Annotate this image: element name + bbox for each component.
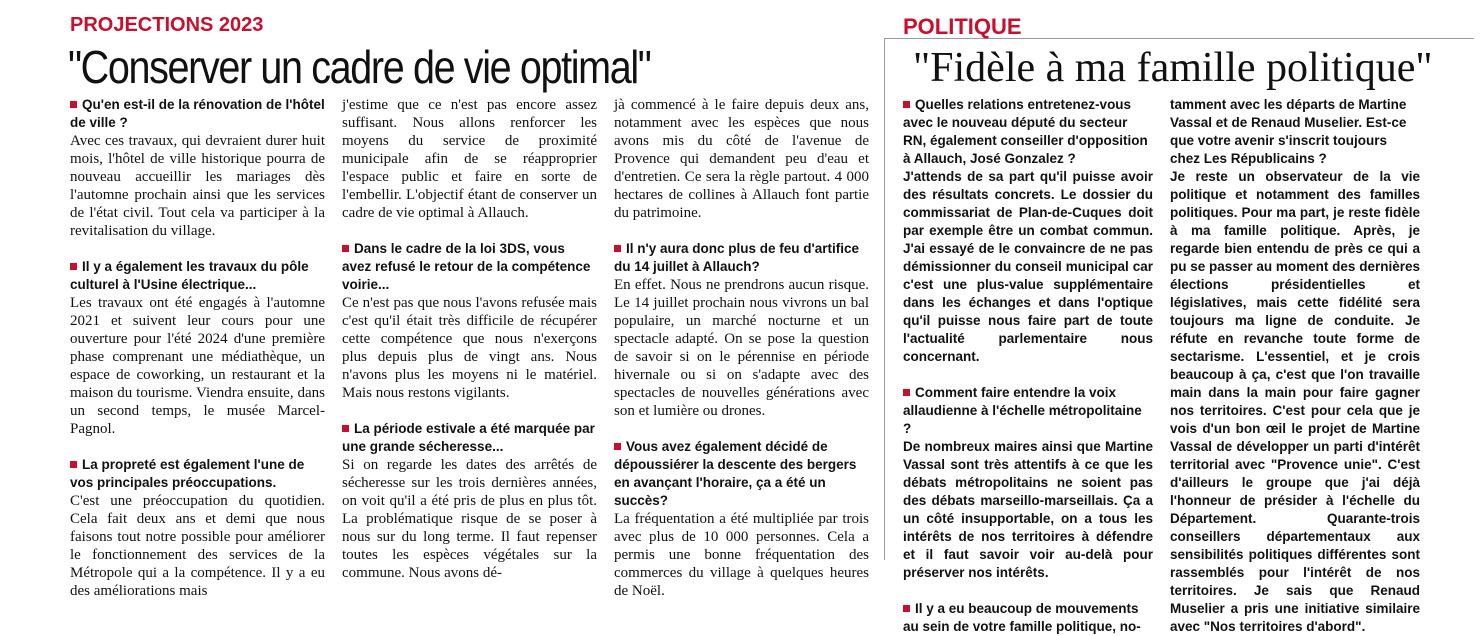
answer: Je reste un observateur de la vie politique et notamment des familles politiques. Pour ma part, je reste fidèle à ma famille politique. Après, je regarde bien entendu de près ce qui a pu se passer au moment des dernières élections présidentielles et législatives, mais cette fidélité sera toujours ma ligne de conduite. Je réfute en revanche toute forme de sectarisme. L'essentiel, et je crois beaucoup à ça, c'est que l'on travaille main dans la main pour faire gagner nos territoires. C'est pour cela que je vois d'un bon œil le projet de Martine Vassal de développer un parti d'intérêt territorial avec "Provence unie". C'est d'ailleurs le groupe que j'ai déjà l'honneur de présider à l'échelle du Département. Quarante-trois conseillers départementaux aux sensibilités politiques différentes sont rassemblés pour l'intérêt de nos territoires. Je sais que Renaud Muselier a pris une initiative similaire avec "Nos territoires d'abord".	[1170, 169, 1420, 634]
right-column-1	[903, 96, 1153, 636]
red-square-bullet-icon	[70, 101, 77, 108]
answer: La fréquentation a été multipliée par trois avec plus de 10 000 personnes. Cela a permis une bonne fréquentation des commerces du village à quelques heures de Noël.	[614, 511, 869, 599]
red-square-bullet-icon	[614, 245, 621, 252]
answer: De nombreux maires ainsi que Martine Vassal sont très attentifs à ce que les débats métropolitains ne soient pas des débats marseillo-marseillais. Ça a un côté insupportable, on a tous les intérêts de nos territoires à défendre et il faut savoir voir au-delà pour préserver nos intérêts.	[903, 439, 1153, 580]
question: Quelles relations entretenez-vous avec le nouveau député du secteur RN, également conseiller d'opposition à Allauch, José Gonzalez ?	[903, 97, 1148, 166]
left-column-2	[342, 96, 597, 582]
answer: jà commencé à le faire depuis deux ans, notamment avec les espèces que nous avons mis du côté de l'avenue de Provence qui demandent peu d'eau et d'entretien. Ce sera la règle partout. 4 000 hectares de collines à Allauch font partie du patrimoine.	[614, 97, 869, 221]
answer: C'est une préoccupation du quotidien. Cela fait deux ans et demi que nous faisons tout notre possible pour améliorer le fonctionnement des services de la Métropole qui a la compétence. Il y a eu des améliorations mais	[70, 493, 325, 599]
right-column-2	[1170, 96, 1420, 636]
left-column-3	[614, 96, 869, 600]
answer: Les travaux ont été engagés à l'automne 2021 et suivent leur cours pour une ouverture pour l'été 2024 d'une première phase comprenant une médiathèque, un espace de coworking, un restaurant et la maison du tourisme. Viendra ensuite, dans un second temps, le musée Marcel-Pagnol.	[70, 295, 325, 437]
answer: j'estime que ce n'est pas encore assez suffisant. Nous allons renforcer les moyens du service de proximité municipale afin de se réapproprier l'espace public et faire en sorte de l'embellir. L'objectif étant de conserver un cadre de vie optimal à Allauch.	[342, 97, 597, 221]
red-square-bullet-icon	[342, 245, 349, 252]
red-square-bullet-icon	[70, 461, 77, 468]
headline-left: "Conserver un cadre de vie optimal"	[68, 41, 651, 93]
red-square-bullet-icon	[903, 389, 910, 396]
red-square-bullet-icon	[70, 263, 77, 270]
answer: Si on regarde les dates des arrêtés de sécheresse sur les trois dernières années, on voit qu'il a été pris de plus en plus tôt. La problématique risque de se poser à nous sur du long terme. Il faut repenser toutes les espèces végétales sur la commune. Nous avons dé-	[342, 457, 597, 581]
question: Il y a également les travaux du pôle culturel à l'Usine électrique...	[70, 259, 309, 292]
question: Vous avez également décidé de dépoussiérer la descente des bergers en avançant l'horaire, ça a été un succès?	[614, 439, 857, 508]
frame-left-rule	[884, 38, 885, 560]
question: Dans le cadre de la loi 3DS, vous avez refusé le retour de la compétence voirie...	[342, 241, 591, 292]
left-column-1	[70, 96, 325, 600]
answer: Avec ces travaux, qui devraient durer huit mois, l'hôtel de ville historique pourra de nouveau accueillir les mariages dès l'automne prochain ainsi que les services de l'état civil. Tout cela va participer à la revitalisation du village.	[70, 133, 325, 239]
answer: Ce n'est pas que nous l'avons refusée mais c'est qu'il était très difficile de récupérer cette compétence que nous n'exerçons plus depuis plus de vingt ans. Nous n'avons plus les moyens ni le matériel. Mais nous restons vigilants.	[342, 295, 597, 401]
headline-right: "Fidèle à ma famille politique"	[913, 45, 1433, 91]
question: tamment avec les départs de Martine Vassal et de Renaud Muselier. Est-ce que votre avenir s'inscrit toujours chez Les Républicains ?	[1170, 97, 1407, 166]
kicker-politique: POLITIQUE	[903, 14, 1022, 39]
kicker-projections: PROJECTIONS 2023	[70, 14, 264, 36]
red-square-bullet-icon	[614, 443, 621, 450]
question: Comment faire entendre la voix allaudienne à l'échelle métropolitaine ?	[903, 385, 1142, 436]
question: La propreté est également l'une de vos principales préoccupations.	[70, 457, 305, 490]
red-square-bullet-icon	[342, 425, 349, 432]
red-square-bullet-icon	[903, 101, 910, 108]
question: Qu'en est-il de la rénovation de l'hôtel de ville ?	[70, 97, 325, 130]
question: La période estivale a été marquée par une grande sécheresse...	[342, 421, 595, 454]
answer: J'attends de sa part qu'il puisse avoir des résultats concrets. Le dossier du commissariat de Plan-de-Cuques doit par exemple être un combat commun. J'ai essayé de le convaincre de ne pas démissionner du conseil municipal car c'est une plus-value supplémentaire dans les échanges et dans l'optique qu'il puisse nous faire part de toute l'actualité parlementaire nous concernant.	[903, 169, 1153, 364]
question: Il y a eu beaucoup de mouvements au sein de votre famille politique, no-	[903, 601, 1141, 634]
red-square-bullet-icon	[903, 605, 910, 612]
answer: En effet. Nous ne prendrons aucun risque. Le 14 juillet prochain nous vivrons un bal populaire, un marché nocturne et un spectacle adapté. On se pose la question de savoir si on le pérennise en période hivernale ou si on s'adapte avec des spectacles de nouvelles générations avec son et lumière ou drones.	[614, 277, 869, 419]
question: Il n'y aura donc plus de feu d'artifice du 14 juillet à Allauch?	[614, 241, 859, 274]
